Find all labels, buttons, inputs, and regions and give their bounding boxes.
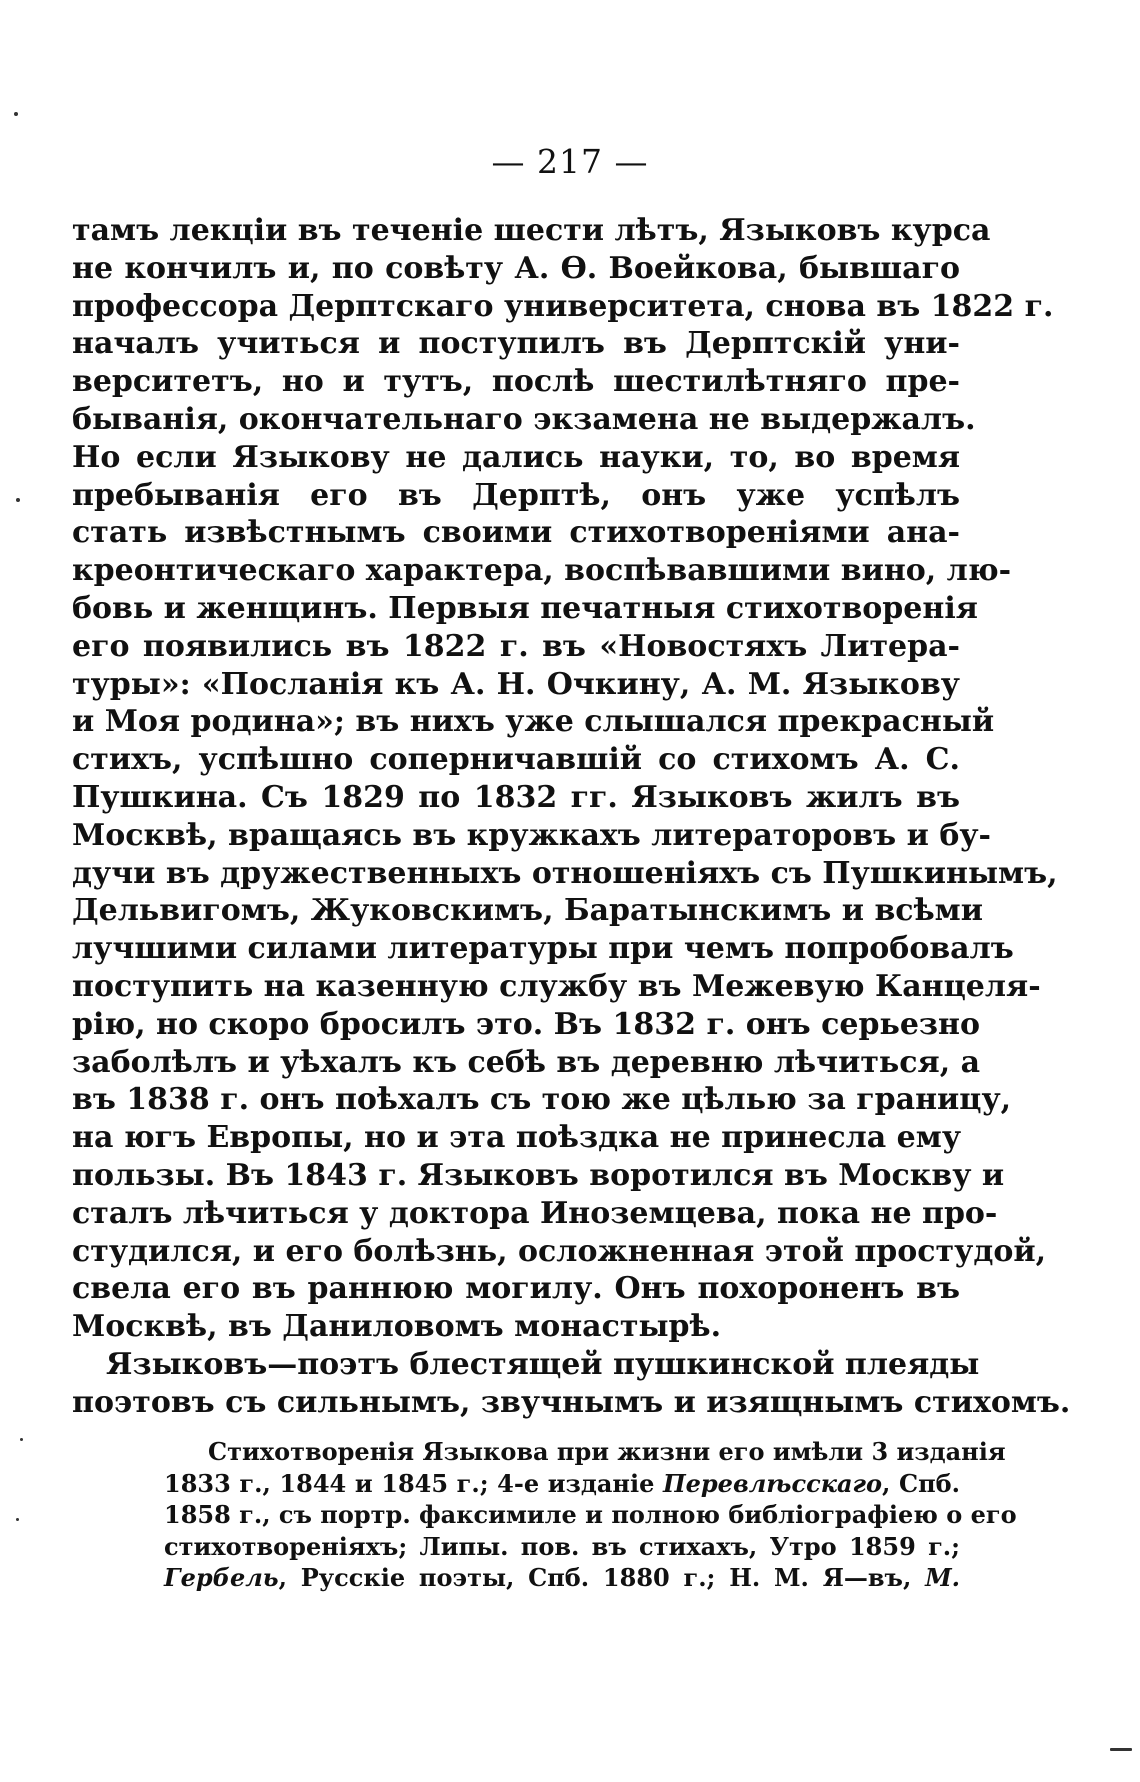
footnote-line: Стихотворенія Языкова при жизни его имѣли 3 изданія [208,1437,1006,1466]
text-line: студился, и его болѣзнь, осложненная этой простудой, [72,1233,1047,1269]
text-line: его появились въ 1822 г. въ «Новостяхъ Литера- [72,628,960,664]
text-line: дучи въ дружественныхъ отношеніяхъ съ Пушкинымъ, [72,855,1058,891]
scan-speck [16,1518,19,1521]
text-line: лучшими силами литературы при чемъ попробовалъ [72,931,1014,967]
text-line: пребыванія его въ Дерптѣ, онъ уже успѣлъ [72,477,960,513]
text-line: началъ учиться и поступилъ въ Дерптскій уни- [72,326,960,362]
text-line: профессора Дерптскаго университета, снова въ 1822 г. [72,288,1054,324]
text-line: въ 1838 г. онъ поѣхалъ съ тою же цѣлью за границу, [72,1082,1012,1118]
footnote-italic-name: Гербель [164,1563,279,1592]
footnote-line [164,1468,960,1500]
text-line: рію, но скоро бросилъ это. Въ 1832 г. онъ серьезно [72,1006,981,1042]
text-line: и Моя родина»; въ нихъ уже слышался прекрасный [72,704,995,740]
scan-speck [1110,1748,1132,1751]
scan-speck [16,498,20,502]
text-line: свела его въ раннюю могилу. Онъ похороненъ въ [72,1271,960,1307]
bibliographic-footnote [164,1436,1017,1594]
text-line: верситетъ, но и тутъ, послѣ шестилѣтняго пре- [72,364,960,400]
text-line: Пушкина. Съ 1829 по 1832 гг. Языковъ жилъ въ [72,779,960,815]
footnote-italic-abbrev: М. [925,1563,960,1592]
text-line: бовь и женщинъ. Первыя печатныя стихотворенія [72,590,978,626]
text-line: Но если Языкову не дались науки, то, во время [72,439,960,475]
text-line: Дельвигомъ, Жуковскимъ, Баратынскимъ и всѣми [72,893,983,929]
text-line: на югъ Европы, но и эта поѣздка не принесла ему [72,1120,962,1156]
text-line: туры»: «Посланія къ А. Н. Очкину, А. М. Языкову [72,666,960,702]
text-line: быванія, окончательнаго экзамена не выдержалъ. [72,401,976,437]
text-line: тамъ лекціи въ теченіе шести лѣтъ, Языковъ курса [72,213,991,248]
text-line: стать извѣстнымъ своими стихотвореніями ана- [72,515,960,551]
main-text-body [72,212,1071,1422]
text-line: стихъ, успѣшно соперничавшій со стихомъ А. С. [72,742,960,778]
footnote-text: , Русскіе поэты, Спб. 1880 г.; Н. М. Я—въ, [278,1563,926,1592]
footnote-italic-name: Перевлѣсскаго [662,1468,882,1498]
text-line: Москвѣ, вращаясь въ кружкахъ литераторовъ и бу- [72,817,991,853]
scan-speck [20,1438,23,1441]
page-number: — 217 — [491,142,649,181]
footnote-line [164,1562,960,1594]
text-line: не кончилъ и, по совѣту А. Ѳ. Воейкова, бывшаго [72,250,960,286]
text-line: Москвѣ, въ Даниловомъ монастырѣ. [72,1309,722,1345]
footnote-line: стихотвореніяхъ; Липы. пов. въ стихахъ, Утро 1859 г.; [164,1531,960,1561]
text-line: заболѣлъ и уѣхалъ къ себѣ въ деревню лѣчиться, а [72,1044,981,1080]
text-line: пользы. Въ 1843 г. Языковъ воротился въ Москву и [72,1157,1005,1193]
footnote-text: , Спб. [882,1468,960,1498]
text-line: сталъ лѣчиться у доктора Иноземцева, пока не про- [72,1195,998,1231]
text-line: поступить на казенную службу въ Межевую Канцеля- [72,968,1041,1004]
scan-speck [14,112,18,116]
text-line: поэтовъ съ сильнымъ, звучнымъ и изящнымъ стихомъ. [72,1384,1071,1420]
footnote-text: 1833 г., 1844 и 1845 г.; 4-е изданіе [164,1468,663,1498]
text-line: креонтическаго характера, воспѣвавшими вино, лю- [72,553,1012,589]
footnote-line: 1858 г., съ портр. факсимиле и полною библіографіею о его [164,1500,1017,1529]
paragraph-first-line: Языковъ—поэтъ блестящей пушкинской плеяды [106,1346,980,1382]
